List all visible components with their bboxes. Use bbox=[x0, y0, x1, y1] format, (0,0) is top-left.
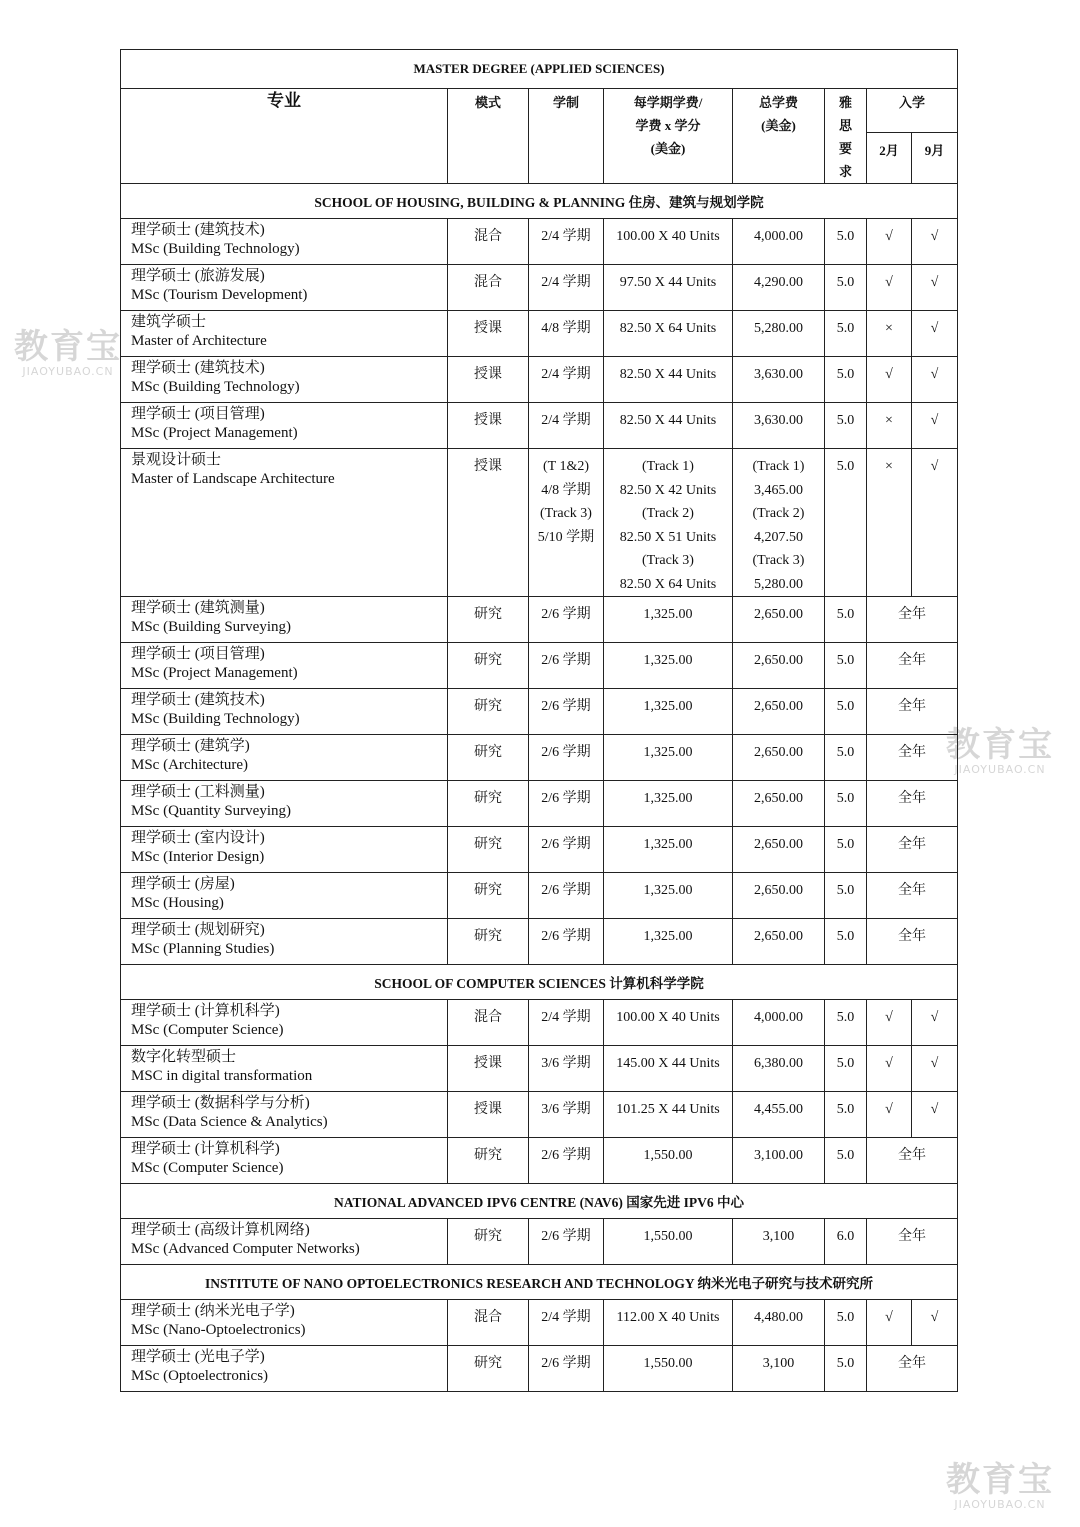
programme-name-zh: 建筑学硕士 bbox=[131, 314, 207, 330]
intake-sep-cell: √ bbox=[912, 265, 958, 311]
duration-cell-line: 4/8 学期 bbox=[541, 482, 591, 498]
table-row bbox=[121, 827, 958, 873]
watermark bbox=[946, 725, 1054, 776]
duration-cell: 2/6 学期 bbox=[529, 1219, 604, 1265]
programme-cell bbox=[121, 1138, 448, 1184]
watermark bbox=[946, 1460, 1054, 1511]
table-row bbox=[121, 1138, 958, 1184]
header-total-line: (美金) bbox=[761, 118, 796, 133]
duration-cell: 3/6 学期 bbox=[529, 1046, 604, 1092]
intake-feb-cell: × bbox=[867, 403, 912, 449]
duration-cell: 2/6 学期 bbox=[529, 1138, 604, 1184]
intake-cell: 全年 bbox=[867, 735, 958, 781]
programme-cell bbox=[121, 1300, 448, 1346]
intake-sep-cell: √ bbox=[912, 449, 958, 597]
total-fee-cell: 2,650.00 bbox=[733, 827, 825, 873]
table-row bbox=[121, 403, 958, 449]
section-header-row bbox=[121, 184, 958, 219]
intake-sep-cell: √ bbox=[912, 219, 958, 265]
mode-cell: 研究 bbox=[448, 735, 529, 781]
ielts-cell: 5.0 bbox=[825, 403, 867, 449]
programme-name-en: MSc (Project Management) bbox=[131, 425, 298, 441]
programme-name-zh: 理学硕士 (项目管理) bbox=[131, 406, 265, 422]
fee-cell: 112.00 X 40 Units bbox=[604, 1300, 733, 1346]
programme-name-en: MSc (Building Technology) bbox=[131, 379, 300, 395]
fee-cell-line: 82.50 X 51 Units bbox=[619, 529, 717, 545]
ielts-cell: 5.0 bbox=[825, 1346, 867, 1392]
duration-cell: 2/4 学期 bbox=[529, 265, 604, 311]
mode-cell: 混合 bbox=[448, 1000, 529, 1046]
table-row bbox=[121, 1219, 958, 1265]
programme-name-zh: 理学硕士 (室内设计) bbox=[131, 830, 265, 846]
programme-name-zh: 理学硕士 (项目管理) bbox=[131, 646, 265, 662]
ielts-cell: 5.0 bbox=[825, 1000, 867, 1046]
duration-cell: 2/4 学期 bbox=[529, 357, 604, 403]
programme-name-en: MSc (Project Management) bbox=[131, 665, 298, 681]
duration-cell: 4/8 学期 bbox=[529, 311, 604, 357]
total-fee-cell: 3,630.00 bbox=[733, 357, 825, 403]
table-title: MASTER DEGREE (APPLIED SCIENCES) bbox=[121, 50, 958, 89]
duration-cell: 2/6 学期 bbox=[529, 827, 604, 873]
total-fee-cell: 2,650.00 bbox=[733, 735, 825, 781]
duration-cell: 2/6 学期 bbox=[529, 735, 604, 781]
programme-name-zh: 理学硕士 (规划研究) bbox=[131, 922, 265, 938]
duration-cell: 2/6 学期 bbox=[529, 1346, 604, 1392]
watermark-brand: 教育宝 bbox=[14, 327, 122, 367]
mode-cell: 授课 bbox=[448, 449, 529, 597]
programme-cell bbox=[121, 827, 448, 873]
mode-cell: 研究 bbox=[448, 643, 529, 689]
ielts-cell: 5.0 bbox=[825, 1138, 867, 1184]
programme-cell bbox=[121, 689, 448, 735]
fee-cell: 82.50 X 44 Units bbox=[604, 357, 733, 403]
programme-name-zh: 理学硕士 (纳米光电子学) bbox=[131, 1303, 295, 1319]
programme-name-zh: 景观设计硕士 bbox=[131, 452, 222, 468]
duration-cell-line: (Track 3) bbox=[540, 506, 592, 521]
fee-cell: 1,325.00 bbox=[604, 919, 733, 965]
total-fee-cell: 2,650.00 bbox=[733, 597, 825, 643]
programme-name-en: MSc (Tourism Development) bbox=[131, 287, 308, 303]
intake-sep-cell: √ bbox=[912, 1046, 958, 1092]
table-row bbox=[121, 311, 958, 357]
total-fee-cell-line: (Track 2) bbox=[752, 506, 805, 521]
total-fee-cell bbox=[733, 449, 825, 597]
fee-cell: 1,325.00 bbox=[604, 735, 733, 781]
programme-cell bbox=[121, 919, 448, 965]
programme-name-en: MSc (Optoelectronics) bbox=[131, 1368, 269, 1384]
programme-name-zh: 理学硕士 (房屋) bbox=[131, 876, 235, 892]
total-fee-cell: 2,650.00 bbox=[733, 919, 825, 965]
table-row bbox=[121, 1300, 958, 1346]
duration-cell-line: (T 1&2) bbox=[542, 459, 589, 474]
ielts-cell: 5.0 bbox=[825, 827, 867, 873]
duration-cell: 2/4 学期 bbox=[529, 1000, 604, 1046]
programme-name-zh: 理学硕士 (工料测量) bbox=[131, 784, 265, 800]
fee-cell-line: 82.50 X 64 Units bbox=[619, 576, 717, 592]
ielts-cell: 5.0 bbox=[825, 1046, 867, 1092]
total-fee-cell-line: (Track 1) bbox=[752, 459, 805, 474]
header-intake-feb: 2月 bbox=[867, 133, 912, 184]
total-fee-cell: 5,280.00 bbox=[733, 311, 825, 357]
mode-cell: 授课 bbox=[448, 403, 529, 449]
intake-feb-cell: √ bbox=[867, 265, 912, 311]
ielts-cell: 6.0 bbox=[825, 1219, 867, 1265]
table-row bbox=[121, 219, 958, 265]
header-mode: 模式 bbox=[448, 89, 529, 184]
duration-cell: 2/6 学期 bbox=[529, 781, 604, 827]
total-fee-cell: 3,100 bbox=[733, 1346, 825, 1392]
ielts-cell: 5.0 bbox=[825, 1092, 867, 1138]
total-fee-cell-line: (Track 3) bbox=[752, 553, 805, 568]
duration-cell: 2/6 学期 bbox=[529, 873, 604, 919]
ielts-cell: 5.0 bbox=[825, 781, 867, 827]
duration-cell: 3/6 学期 bbox=[529, 1092, 604, 1138]
mode-cell: 混合 bbox=[448, 1300, 529, 1346]
programme-name-en: MSc (Building Technology) bbox=[131, 711, 300, 727]
header-fee-line: (美金) bbox=[650, 141, 686, 156]
intake-cell: 全年 bbox=[867, 1138, 958, 1184]
mode-cell: 研究 bbox=[448, 597, 529, 643]
fee-cell-line: 82.50 X 42 Units bbox=[619, 482, 717, 498]
total-fee-cell: 2,650.00 bbox=[733, 781, 825, 827]
table-row bbox=[121, 1046, 958, 1092]
header-fee-line: 学费 x 学分 bbox=[635, 118, 701, 133]
ielts-cell: 5.0 bbox=[825, 265, 867, 311]
mode-cell: 授课 bbox=[448, 1046, 529, 1092]
header-ielts-char: 求 bbox=[838, 164, 852, 179]
intake-sep-cell: √ bbox=[912, 1000, 958, 1046]
programme-name-zh: 数字化转型硕士 bbox=[131, 1049, 237, 1065]
header-ielts-char: 要 bbox=[838, 141, 852, 156]
fee-cell-line: (Track 3) bbox=[642, 553, 694, 568]
table-row bbox=[121, 781, 958, 827]
header-ielts-char: 雅 bbox=[838, 95, 852, 110]
mode-cell: 混合 bbox=[448, 265, 529, 311]
intake-feb-cell: √ bbox=[867, 219, 912, 265]
fee-cell: 1,325.00 bbox=[604, 781, 733, 827]
mode-cell: 研究 bbox=[448, 1219, 529, 1265]
ielts-cell: 5.0 bbox=[825, 597, 867, 643]
section-header-row bbox=[121, 965, 958, 1000]
fee-cell: 97.50 X 44 Units bbox=[604, 265, 733, 311]
fee-cell: 100.00 X 40 Units bbox=[604, 1000, 733, 1046]
programme-name-en: MSc (Quantity Surveying) bbox=[131, 803, 291, 819]
table-row bbox=[121, 689, 958, 735]
table-row bbox=[121, 265, 958, 311]
table-row bbox=[121, 643, 958, 689]
duration-cell: 2/6 学期 bbox=[529, 919, 604, 965]
ielts-cell: 5.0 bbox=[825, 919, 867, 965]
watermark bbox=[14, 327, 122, 378]
programme-name-zh: 理学硕士 (计算机科学) bbox=[131, 1003, 280, 1019]
table-row bbox=[121, 449, 958, 597]
programme-cell bbox=[121, 357, 448, 403]
fee-cell: 145.00 X 44 Units bbox=[604, 1046, 733, 1092]
programme-name-zh: 理学硕士 (建筑技术) bbox=[131, 222, 265, 238]
header-total-line: 总学费 bbox=[758, 95, 798, 110]
fee-cell: 1,550.00 bbox=[604, 1219, 733, 1265]
total-fee-cell: 2,650.00 bbox=[733, 689, 825, 735]
header-duration: 学制 bbox=[529, 89, 604, 184]
ielts-cell: 5.0 bbox=[825, 449, 867, 597]
ielts-cell: 5.0 bbox=[825, 357, 867, 403]
programme-name-en: Master of Landscape Architecture bbox=[131, 471, 335, 487]
total-fee-cell: 6,380.00 bbox=[733, 1046, 825, 1092]
table-row bbox=[121, 357, 958, 403]
duration-cell: 2/6 学期 bbox=[529, 597, 604, 643]
ielts-cell: 5.0 bbox=[825, 219, 867, 265]
programme-name-zh: 理学硕士 (光电子学) bbox=[131, 1349, 265, 1365]
programme-name-en: MSc (Data Science & Analytics) bbox=[131, 1114, 328, 1130]
watermark-domain: JIAOYUBAO.CN bbox=[22, 365, 114, 378]
intake-feb-cell: √ bbox=[867, 1300, 912, 1346]
mode-cell: 研究 bbox=[448, 827, 529, 873]
section-title: SCHOOL OF HOUSING, BUILDING & PLANNING 住房、建筑与规划学院 bbox=[121, 184, 958, 219]
mode-cell: 授课 bbox=[448, 311, 529, 357]
fee-cell: 100.00 X 40 Units bbox=[604, 219, 733, 265]
fee-cell bbox=[604, 449, 733, 597]
programme-cell bbox=[121, 1219, 448, 1265]
mode-cell: 研究 bbox=[448, 919, 529, 965]
fee-cell-line: (Track 2) bbox=[642, 506, 694, 521]
duration-cell: 2/6 学期 bbox=[529, 643, 604, 689]
programme-name-en: MSc (Architecture) bbox=[131, 757, 249, 773]
mode-cell: 研究 bbox=[448, 873, 529, 919]
total-fee-cell: 4,000.00 bbox=[733, 1000, 825, 1046]
intake-sep-cell: √ bbox=[912, 403, 958, 449]
table-row bbox=[121, 735, 958, 781]
fee-cell: 1,550.00 bbox=[604, 1138, 733, 1184]
fee-cell: 82.50 X 64 Units bbox=[604, 311, 733, 357]
fee-cell: 1,325.00 bbox=[604, 597, 733, 643]
mode-cell: 混合 bbox=[448, 219, 529, 265]
programme-name-zh: 理学硕士 (建筑技术) bbox=[131, 360, 265, 376]
programme-name-en: MSc (Building Surveying) bbox=[131, 619, 291, 635]
header-programme: 专业 bbox=[121, 89, 448, 184]
programme-cell bbox=[121, 1046, 448, 1092]
total-fee-cell: 2,650.00 bbox=[733, 873, 825, 919]
intake-cell: 全年 bbox=[867, 781, 958, 827]
fee-cell: 1,325.00 bbox=[604, 827, 733, 873]
watermark-brand: 教育宝 bbox=[946, 725, 1054, 765]
intake-sep-cell: √ bbox=[912, 1300, 958, 1346]
ielts-cell: 5.0 bbox=[825, 643, 867, 689]
programme-cell bbox=[121, 873, 448, 919]
total-fee-cell-line: 5,280.00 bbox=[754, 576, 803, 592]
total-fee-cell: 3,100.00 bbox=[733, 1138, 825, 1184]
total-fee-cell: 4,455.00 bbox=[733, 1092, 825, 1138]
intake-sep-cell: √ bbox=[912, 1092, 958, 1138]
total-fee-cell: 3,100 bbox=[733, 1219, 825, 1265]
programme-cell bbox=[121, 403, 448, 449]
programme-name-zh: 理学硕士 (高级计算机网络) bbox=[131, 1222, 310, 1238]
programme-name-en: MSc (Advanced Computer Networks) bbox=[131, 1241, 360, 1257]
fee-cell: 1,325.00 bbox=[604, 689, 733, 735]
total-fee-cell: 4,000.00 bbox=[733, 219, 825, 265]
programme-cell bbox=[121, 597, 448, 643]
programme-name-en: Master of Architecture bbox=[131, 333, 267, 349]
programme-name-zh: 理学硕士 (建筑技术) bbox=[131, 692, 265, 708]
header-ielts bbox=[825, 89, 867, 184]
duration-cell-line: 5/10 学期 bbox=[537, 529, 595, 545]
section-title: SCHOOL OF COMPUTER SCIENCES 计算机科学学院 bbox=[121, 965, 958, 1000]
mode-cell: 研究 bbox=[448, 689, 529, 735]
duration-cell: 2/6 学期 bbox=[529, 689, 604, 735]
programme-name-en: MSc (Nano-Optoelectronics) bbox=[131, 1322, 306, 1338]
mode-cell: 研究 bbox=[448, 1346, 529, 1392]
header-intake: 入学 bbox=[867, 89, 958, 133]
fee-table bbox=[120, 49, 958, 1392]
programme-cell bbox=[121, 1346, 448, 1392]
programme-name-en: MSc (Planning Studies) bbox=[131, 941, 275, 957]
header-fee-per-semester bbox=[604, 89, 733, 184]
header-ielts-char: 思 bbox=[838, 118, 852, 133]
programme-name-en: MSc (Housing) bbox=[131, 895, 224, 911]
total-fee-cell: 4,290.00 bbox=[733, 265, 825, 311]
table-row bbox=[121, 873, 958, 919]
programme-name-zh: 理学硕士 (建筑测量) bbox=[131, 600, 265, 616]
fee-cell: 82.50 X 44 Units bbox=[604, 403, 733, 449]
intake-cell: 全年 bbox=[867, 873, 958, 919]
fee-cell-line: (Track 1) bbox=[642, 459, 694, 474]
programme-name-zh: 理学硕士 (数据科学与分析) bbox=[131, 1095, 310, 1111]
programme-name-en: MSc (Building Technology) bbox=[131, 241, 300, 257]
programme-name-en: MSc (Computer Science) bbox=[131, 1160, 284, 1176]
watermark-domain: JIAOYUBAO.CN bbox=[954, 763, 1046, 776]
header-fee-line: 每学期学费/ bbox=[633, 95, 703, 110]
ielts-cell: 5.0 bbox=[825, 689, 867, 735]
programme-cell bbox=[121, 781, 448, 827]
intake-feb-cell: √ bbox=[867, 357, 912, 403]
fee-cell: 1,325.00 bbox=[604, 873, 733, 919]
total-fee-cell: 4,480.00 bbox=[733, 1300, 825, 1346]
mode-cell: 授课 bbox=[448, 1092, 529, 1138]
section-header-row bbox=[121, 1184, 958, 1219]
section-header-row bbox=[121, 1265, 958, 1300]
ielts-cell: 5.0 bbox=[825, 873, 867, 919]
intake-cell: 全年 bbox=[867, 597, 958, 643]
fee-cell: 1,550.00 bbox=[604, 1346, 733, 1392]
total-fee-cell-line: 4,207.50 bbox=[754, 529, 803, 545]
duration-cell: 2/4 学期 bbox=[529, 1300, 604, 1346]
programme-cell bbox=[121, 311, 448, 357]
intake-cell: 全年 bbox=[867, 643, 958, 689]
mode-cell: 授课 bbox=[448, 357, 529, 403]
header-total-fee bbox=[733, 89, 825, 184]
table-row bbox=[121, 919, 958, 965]
total-fee-cell: 3,630.00 bbox=[733, 403, 825, 449]
total-fee-cell-line: 3,465.00 bbox=[754, 482, 803, 498]
table-row bbox=[121, 597, 958, 643]
intake-feb-cell: × bbox=[867, 449, 912, 597]
intake-cell: 全年 bbox=[867, 919, 958, 965]
header-intake-sep: 9月 bbox=[912, 133, 958, 184]
intake-cell: 全年 bbox=[867, 689, 958, 735]
programme-cell bbox=[121, 219, 448, 265]
ielts-cell: 5.0 bbox=[825, 311, 867, 357]
intake-sep-cell: √ bbox=[912, 357, 958, 403]
programme-name-en: MSc (Computer Science) bbox=[131, 1022, 284, 1038]
programme-cell bbox=[121, 1092, 448, 1138]
programme-name-zh: 理学硕士 (计算机科学) bbox=[131, 1141, 280, 1157]
duration-cell bbox=[529, 449, 604, 597]
intake-cell: 全年 bbox=[867, 1219, 958, 1265]
ielts-cell: 5.0 bbox=[825, 1300, 867, 1346]
programme-name-zh: 理学硕士 (建筑学) bbox=[131, 738, 250, 754]
programme-name-zh: 理学硕士 (旅游发展) bbox=[131, 268, 265, 284]
section-title: NATIONAL ADVANCED IPV6 CENTRE (NAV6) 国家先进 IPV6 中心 bbox=[121, 1184, 958, 1219]
table-row bbox=[121, 1000, 958, 1046]
mode-cell: 研究 bbox=[448, 1138, 529, 1184]
intake-feb-cell: × bbox=[867, 311, 912, 357]
intake-cell: 全年 bbox=[867, 1346, 958, 1392]
mode-cell: 研究 bbox=[448, 781, 529, 827]
table-row bbox=[121, 1092, 958, 1138]
duration-cell: 2/4 学期 bbox=[529, 403, 604, 449]
fee-cell: 1,325.00 bbox=[604, 643, 733, 689]
watermark-domain: JIAOYUBAO.CN bbox=[954, 1498, 1046, 1511]
programme-name-en: MSC in digital transformation bbox=[131, 1068, 313, 1084]
programme-cell bbox=[121, 1000, 448, 1046]
intake-feb-cell: √ bbox=[867, 1092, 912, 1138]
programme-cell bbox=[121, 735, 448, 781]
duration-cell: 2/4 学期 bbox=[529, 219, 604, 265]
programme-cell bbox=[121, 449, 448, 597]
intake-sep-cell: √ bbox=[912, 311, 958, 357]
intake-cell: 全年 bbox=[867, 827, 958, 873]
total-fee-cell: 2,650.00 bbox=[733, 643, 825, 689]
section-title: INSTITUTE OF NANO OPTOELECTRONICS RESEARCH AND TECHNOLOGY 纳米光电子研究与技术研究所 bbox=[121, 1265, 958, 1300]
ielts-cell: 5.0 bbox=[825, 735, 867, 781]
programme-name-en: MSc (Interior Design) bbox=[131, 849, 265, 865]
programme-cell bbox=[121, 265, 448, 311]
fee-cell: 101.25 X 44 Units bbox=[604, 1092, 733, 1138]
intake-feb-cell: √ bbox=[867, 1046, 912, 1092]
intake-feb-cell: √ bbox=[867, 1000, 912, 1046]
watermark-brand: 教育宝 bbox=[946, 1460, 1054, 1500]
table-row bbox=[121, 1346, 958, 1392]
programme-cell bbox=[121, 643, 448, 689]
